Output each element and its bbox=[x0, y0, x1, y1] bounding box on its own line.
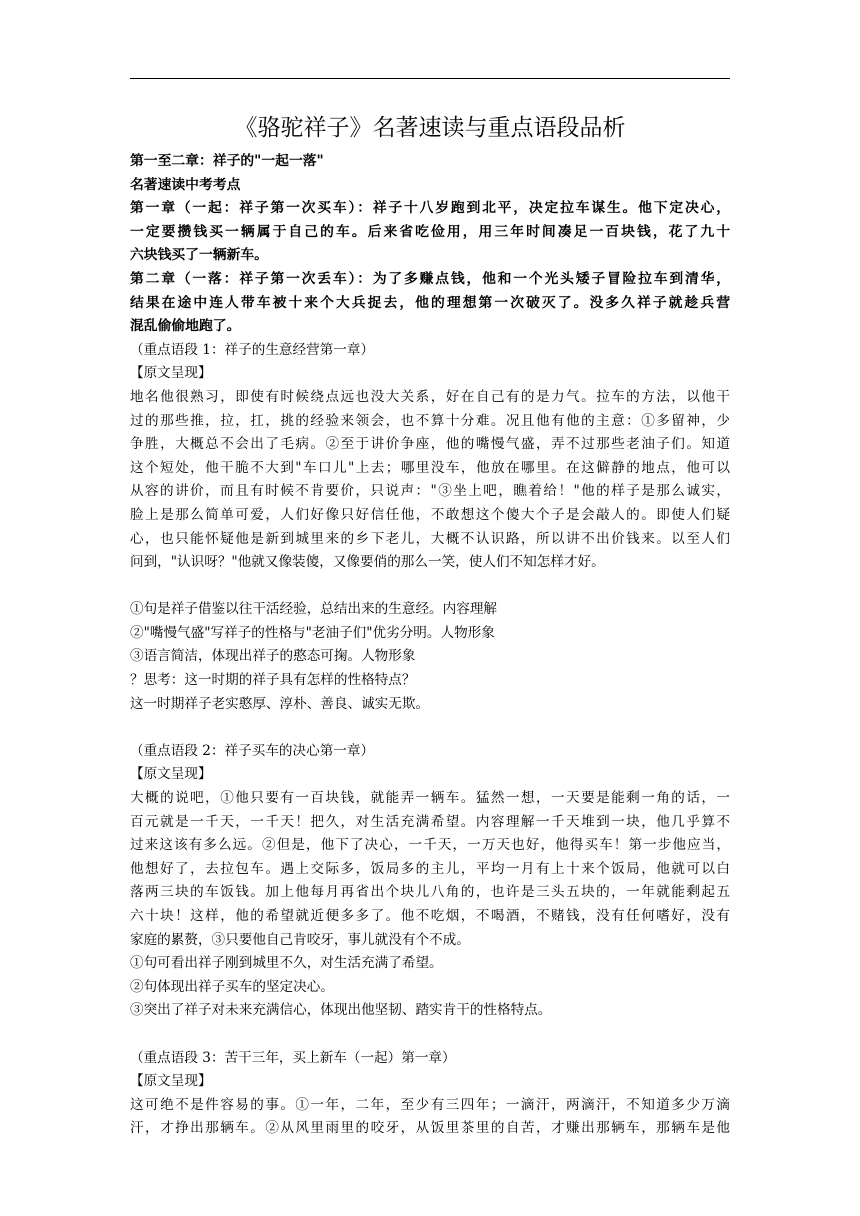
passage-line: 从容的讲价，而且有时候不肯要价，只说声："③坐上吧，瞧着给！"他的样子是那么诚实， bbox=[130, 483, 730, 500]
original-text-label: 【原文呈现】 bbox=[130, 1073, 212, 1090]
chapter1-line: 六块钱买了一辆新车。 bbox=[130, 247, 268, 264]
passage-line: 他想好了，去拉包车。遇上交际多，饭局多的主儿，平均一月有上十来个饭局，他就可以白 bbox=[130, 860, 730, 877]
passage-line: 落两三块的车饭钱。加上他每月再省出个块儿八角的，也许是三头五块的，一年就能剩起五 bbox=[130, 884, 730, 901]
original-text-label: 【原文呈现】 bbox=[130, 766, 212, 783]
blank-line bbox=[130, 575, 730, 599]
passage-line: 过来这该有多么远。②但是，他下了决心，一千天，一万天也好，他得买车！第一步他应当， bbox=[130, 837, 730, 854]
section-subheading: 名著速读中考考点 bbox=[130, 176, 241, 193]
original-text-label: 【原文呈现】 bbox=[130, 365, 212, 382]
passage-line: 大概的说吧，①他只要有一百块钱，就能弄一辆车。猛然一想，一天要是能剩一角的话，一 bbox=[130, 790, 730, 807]
analysis-note: ①句可看出祥子刚到城里不久，对生活充满了希望。 bbox=[130, 955, 443, 972]
passage-line: 这个短处，他干脆不大到"车口儿"上去；哪里没车，他放在哪里。在这僻静的地点，他可以 bbox=[130, 459, 730, 476]
passage-heading: （重点语段 2：祥子买车的决心第一章） bbox=[130, 742, 375, 759]
chapter1-line: 一定要攒钱买一辆属于自己的车。后来省吃俭用，用三年时间凑足一百块钱，花了九十 bbox=[130, 223, 730, 240]
passage-line: 过的那些推，拉，扛，挑的经验来领会，也不算十分难。况且他有他的主意：①多留神，少 bbox=[130, 412, 730, 429]
document-title: 《骆驼祥子》名著速读与重点语段品析 bbox=[234, 115, 626, 141]
passage-line: 这可绝不是件容易的事。①一年，二年，至少有三四年；一滴汗，两滴汗，不知道多少万滴 bbox=[130, 1096, 730, 1113]
passage-line: 地名他很熟习，即使有时候绕点远也没大关系，好在自己有的是力气。拉车的方法，以他干 bbox=[130, 388, 730, 405]
chapter2-line: 结果在途中连人带车被十来个大兵捉去，他的理想第一次破灭了。没多久祥子就趁兵营 bbox=[130, 294, 730, 311]
chapter1-line: 第一章（一起：祥子第一次买车）：祥子十八岁跑到北平，决定拉车谋生。他下定决心， bbox=[130, 200, 730, 217]
chapter2-line: 第二章（一落：祥子第一次丢车）：为了多赚点钱，他和一个光头矮子冒险拉车到清华， bbox=[130, 270, 730, 287]
chapter2-line: 混乱偷偷地跑了。 bbox=[130, 318, 241, 335]
blank-line bbox=[130, 716, 730, 740]
analysis-note: ①句是祥子借鉴以往干活经验，总结出来的生意经。内容理解 bbox=[130, 601, 498, 618]
analysis-note: ②句体现出祥子买车的坚定决心。 bbox=[130, 978, 334, 995]
passage-line: 汗，才挣出那辆车。②从风里雨里的咬牙，从饭里茶里的自苦，才赚出那辆车，那辆车是他 bbox=[130, 1120, 730, 1137]
think-question: ？思考：这一时期的祥子具有怎样的性格特点？ bbox=[130, 672, 416, 689]
document-body bbox=[130, 150, 730, 1141]
passage-heading: （重点语段 1：祥子的生意经营第一章） bbox=[130, 341, 375, 358]
passage-line: 问到，"认识呀？"他就又像装傻，又像要俏的那么一笑，使人们不知怎样才好。 bbox=[130, 554, 605, 571]
section-heading: 第一至二章：祥子的"一起一落" bbox=[130, 153, 324, 169]
passage-line: 心，也只能怀疑他是新到城里来的乡下老儿，大概不认识路，所以讲不出价钱来。以至人们 bbox=[130, 530, 730, 547]
passage-line: 百元就是一千天，一千天！把久，对生活充满希望。内容理解一千天堆到一块，他几乎算不 bbox=[130, 813, 730, 830]
analysis-note: ③语言简洁，体现出祥子的憨态可掬。人物形象 bbox=[130, 648, 416, 665]
passage-line: 家庭的累赘，③只要他自己肯咬牙，事儿就没有个不成。 bbox=[130, 931, 470, 948]
passage-line: 六十块！这样，他的希望就近便多多了。他不吃烟，不喝酒，不赌钱，没有任何嗜好，没有 bbox=[130, 908, 730, 924]
header-rule bbox=[130, 78, 730, 79]
passage-line: 脸上是那么简单可爱，人们好像只好信任他，不敢想这个傻大个子是会敲人的。即使人们疑 bbox=[130, 506, 730, 523]
blank-line bbox=[130, 1023, 730, 1047]
passage-line: 争胜，大概总不会出了毛病。②至于讲价争座，他的嘴慢气盛，弄不过那些老油子们。知道 bbox=[130, 436, 730, 453]
analysis-note: ③突出了祥子对未来充满信心，体现出他坚韧、踏实肯干的性格特点。 bbox=[130, 1002, 552, 1019]
analysis-note: ②"嘴慢气盛"写祥子的性格与"老油子们"优劣分明。人物形象 bbox=[130, 624, 495, 641]
think-answer: 这一时期祥子老实憨厚、淳朴、善良、诚实无欺。 bbox=[130, 695, 430, 712]
passage-heading: （重点语段 3：苦干三年，买上新车（一起）第一章） bbox=[130, 1049, 456, 1066]
